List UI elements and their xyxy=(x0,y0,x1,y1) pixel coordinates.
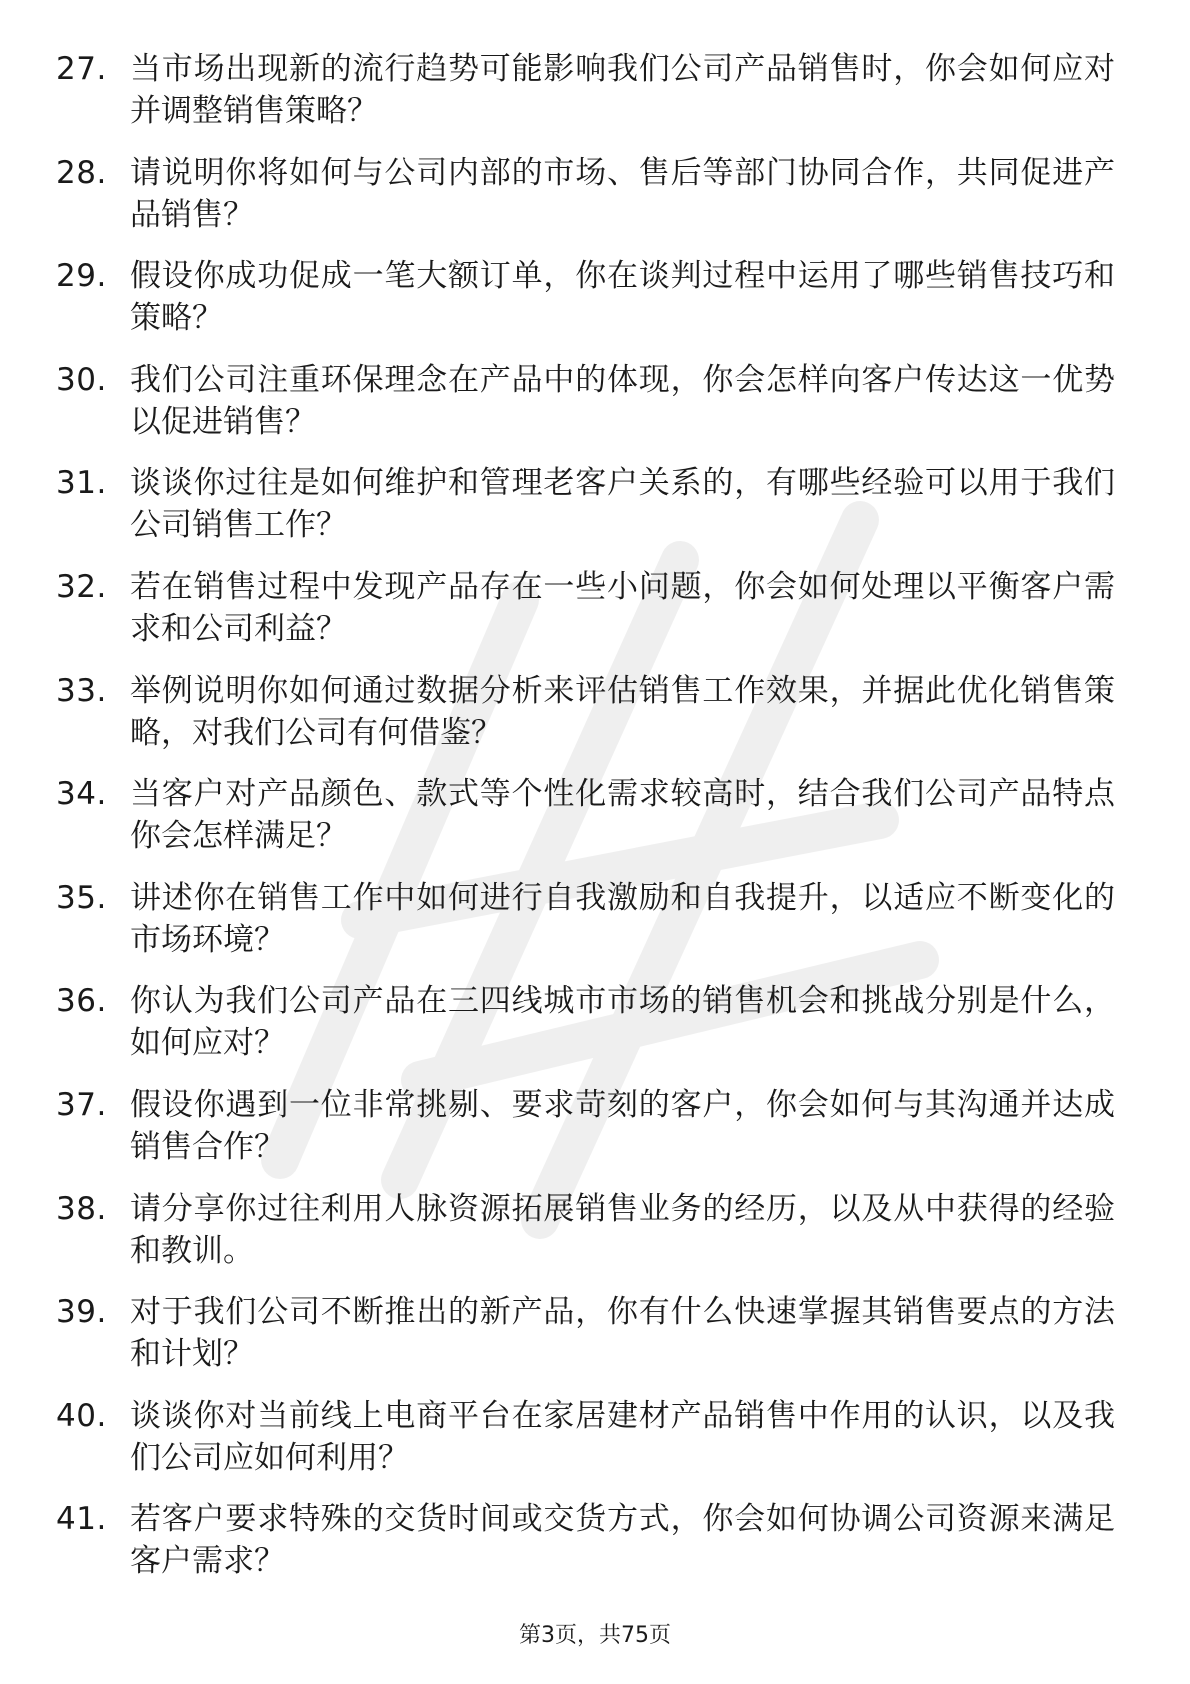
question-number: 41. xyxy=(56,1501,107,1538)
question-item xyxy=(56,255,1136,359)
question-item xyxy=(56,1084,1136,1188)
question-number: 33. xyxy=(56,672,107,709)
question-item xyxy=(56,359,1136,463)
question-item xyxy=(56,980,1136,1084)
question-text: 假设你遇到一位非常挑剔、要求苛刻的客户，你会如何与其沟通并达成销售合作？ xyxy=(130,1086,1115,1165)
question-number: 29. xyxy=(56,258,107,295)
question-list xyxy=(56,48,1136,1602)
question-text: 谈谈你对当前线上电商平台在家居建材产品销售中作用的认识，以及我们公司应如何利用？ xyxy=(130,1397,1115,1476)
question-text: 请说明你将如何与公司内部的市场、售后等部门协同合作，共同促进产品销售？ xyxy=(130,154,1115,233)
question-number: 37. xyxy=(56,1086,107,1123)
question-text: 若客户要求特殊的交货时间或交货方式，你会如何协调公司资源来满足客户需求？ xyxy=(130,1501,1115,1580)
question-item xyxy=(56,877,1136,981)
question-item xyxy=(56,773,1136,877)
question-item xyxy=(56,1188,1136,1292)
question-item xyxy=(56,1291,1136,1395)
question-text: 请分享你过往利用人脉资源拓展销售业务的经历，以及从中获得的经验和教训。 xyxy=(130,1190,1115,1269)
question-number: 30. xyxy=(56,361,107,398)
question-text: 假设你成功促成一笔大额订单，你在谈判过程中运用了哪些销售技巧和策略？ xyxy=(130,258,1115,337)
question-number: 27. xyxy=(56,51,107,87)
question-text: 对于我们公司不断推出的新产品，你有什么快速掌握其销售要点的方法和计划？ xyxy=(130,1294,1115,1373)
question-text: 若在销售过程中发现产品存在一些小问题，你会如何处理以平衡客户需求和公司利益？ xyxy=(130,568,1115,647)
question-item xyxy=(56,48,1136,152)
question-item xyxy=(56,462,1136,566)
question-text: 谈谈你过往是如何维护和管理老客户关系的，有哪些经验可以用于我们公司销售工作？ xyxy=(130,465,1115,544)
question-number: 28. xyxy=(56,154,107,191)
question-item xyxy=(56,670,1136,774)
question-item xyxy=(56,566,1136,670)
question-item xyxy=(56,1395,1136,1499)
question-number: 32. xyxy=(56,568,107,605)
question-item xyxy=(56,152,1136,256)
question-number: 40. xyxy=(56,1397,107,1434)
question-text: 我们公司注重环保理念在产品中的体现，你会怎样向客户传达这一优势以促进销售？ xyxy=(130,361,1115,440)
question-number: 39. xyxy=(56,1294,107,1331)
question-text: 讲述你在销售工作中如何进行自我激励和自我提升，以适应不断变化的市场环境？ xyxy=(130,879,1115,958)
question-number: 31. xyxy=(56,465,107,502)
question-number: 34. xyxy=(56,776,107,813)
question-item xyxy=(56,1498,1136,1602)
page-footer xyxy=(0,1622,1190,1650)
page-number-label: 第3页，共75页 xyxy=(519,1623,671,1648)
question-text: 你认为我们公司产品在三四线城市市场的销售机会和挑战分别是什么，如何应对？ xyxy=(130,983,1115,1062)
question-text: 当客户对产品颜色、款式等个性化需求较高时，结合我们公司产品特点你会怎样满足？ xyxy=(130,776,1115,855)
question-number: 38. xyxy=(56,1190,107,1227)
question-text: 当市场出现新的流行趋势可能影响我们公司产品销售时，你会如何应对并调整销售策略？ xyxy=(130,51,1115,129)
question-text: 举例说明你如何通过数据分析来评估销售工作效果，并据此优化销售策略，对我们公司有何借鉴？ xyxy=(130,672,1115,751)
question-number: 36. xyxy=(56,983,107,1020)
question-number: 35. xyxy=(56,879,107,916)
